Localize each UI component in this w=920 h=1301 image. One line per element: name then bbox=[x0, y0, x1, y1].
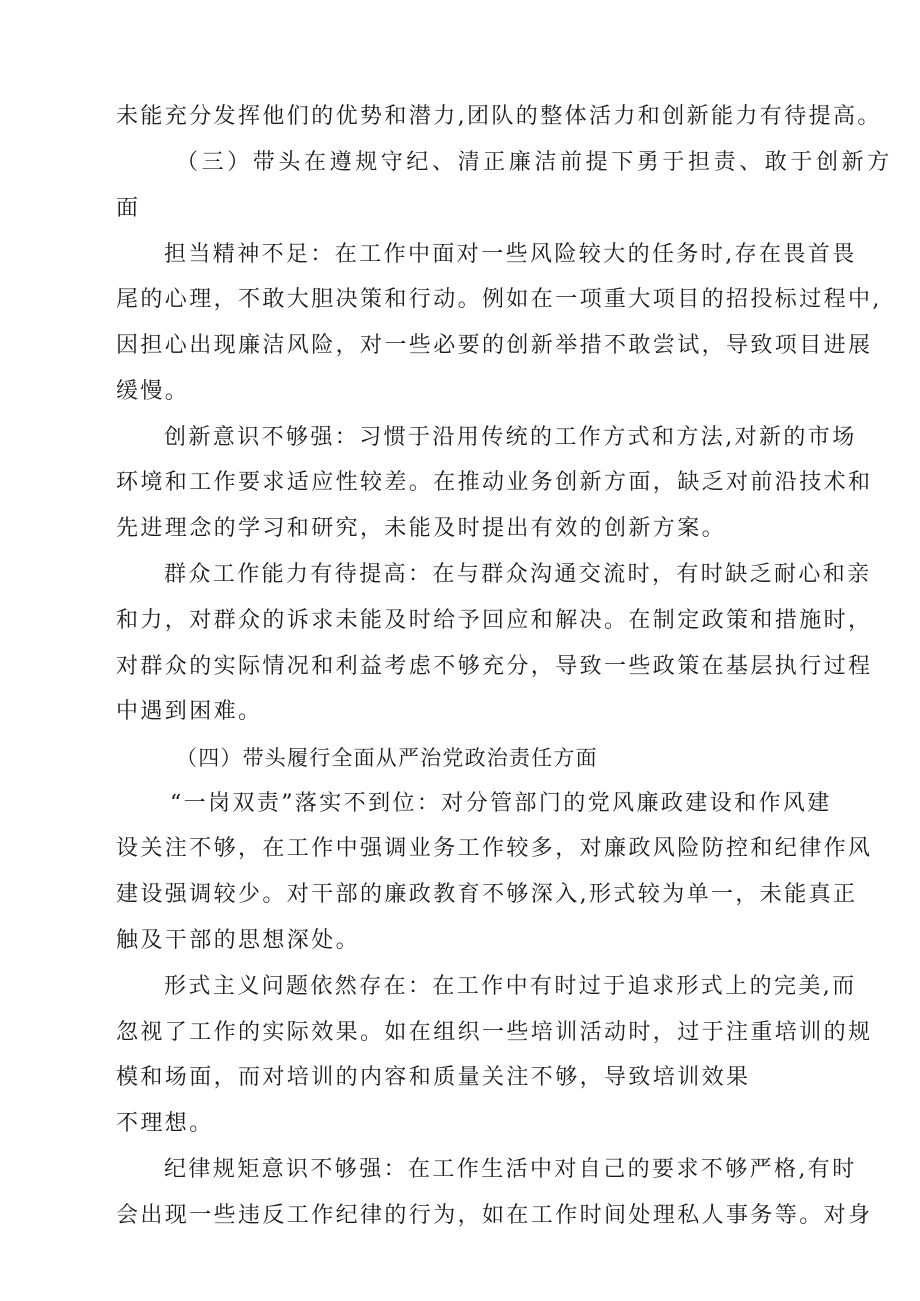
text-line: 触及干部的思想深处。 bbox=[116, 928, 361, 953]
text-line: “一岗双责”落实不到位：对分管部门的党风廉政建设和作风建 bbox=[170, 791, 832, 816]
text-line: 群众工作能力有待提高：在与群众沟通交流时，有时缺乏耐心和亲 bbox=[164, 562, 872, 587]
text-line: 担当精神不足：在工作中面对一些风险较大的任务时,存在畏首畏 bbox=[164, 242, 857, 267]
section-heading-3-cont: 面 bbox=[116, 196, 142, 221]
text-line: 设关注不够，在工作中强调业务工作较多，对廉政风险防控和纪律作风 bbox=[116, 836, 873, 861]
section-heading-3: （三）带头在遵规守纪、清正廉洁前提下勇于担责、敢于创新方 bbox=[176, 150, 893, 175]
text-line: 未能充分发挥他们的优势和潜力,团队的整体活力和创新能力有待提高。 bbox=[116, 104, 882, 129]
text-line: 模和场面，而对培训的内容和质量关注不够，导致培训效果 bbox=[116, 1065, 751, 1090]
text-line: 会出现一些违反工作纪律的行为，如在工作时间处理私人事务等。对身 bbox=[116, 1203, 873, 1228]
text-line: 中遇到困难。 bbox=[116, 699, 263, 724]
text-line: 环境和工作要求适应性较差。在推动业务创新方面，缺乏对前沿技术和 bbox=[116, 470, 873, 495]
section-heading-4: （四）带头履行全面从严治党政治责任方面 bbox=[176, 746, 598, 770]
text-line: 形式主义问题依然存在：在工作中有时过于追求形式上的完美,而 bbox=[164, 974, 857, 999]
text-line: 尾的心理，不敢大胆决策和行动。例如在一项重大项目的招投标过程中, bbox=[116, 287, 882, 312]
text-line: 对群众的实际情况和利益考虑不够充分，导致一些政策在基层执行过程 bbox=[116, 654, 873, 679]
text-line: 不理想。 bbox=[116, 1111, 214, 1136]
text-line: 因担心出现廉洁风险，对一些必要的创新举措不敢尝试，导致项目进展 bbox=[116, 333, 873, 358]
text-line: 建设强调较少。对干部的廉政教育不够深入,形式较为单一，未能真正 bbox=[116, 882, 858, 907]
text-line: 忽视了工作的实际效果。如在组织一些培训活动时，过于注重培训的规 bbox=[116, 1020, 873, 1045]
text-line: 创新意识不够强：习惯于沿用传统的工作方式和方法,对新的市场 bbox=[164, 425, 857, 450]
text-line: 先进理念的学习和研究，未能及时提出有效的创新方案。 bbox=[116, 516, 727, 541]
text-line: 纪律规矩意识不够强：在工作生活中对自己的要求不够严格,有时 bbox=[164, 1157, 857, 1182]
text-line: 和力，对群众的诉求未能及时给予回应和解决。在制定政策和措施时， bbox=[116, 608, 873, 633]
text-line: 缓慢。 bbox=[116, 379, 190, 404]
